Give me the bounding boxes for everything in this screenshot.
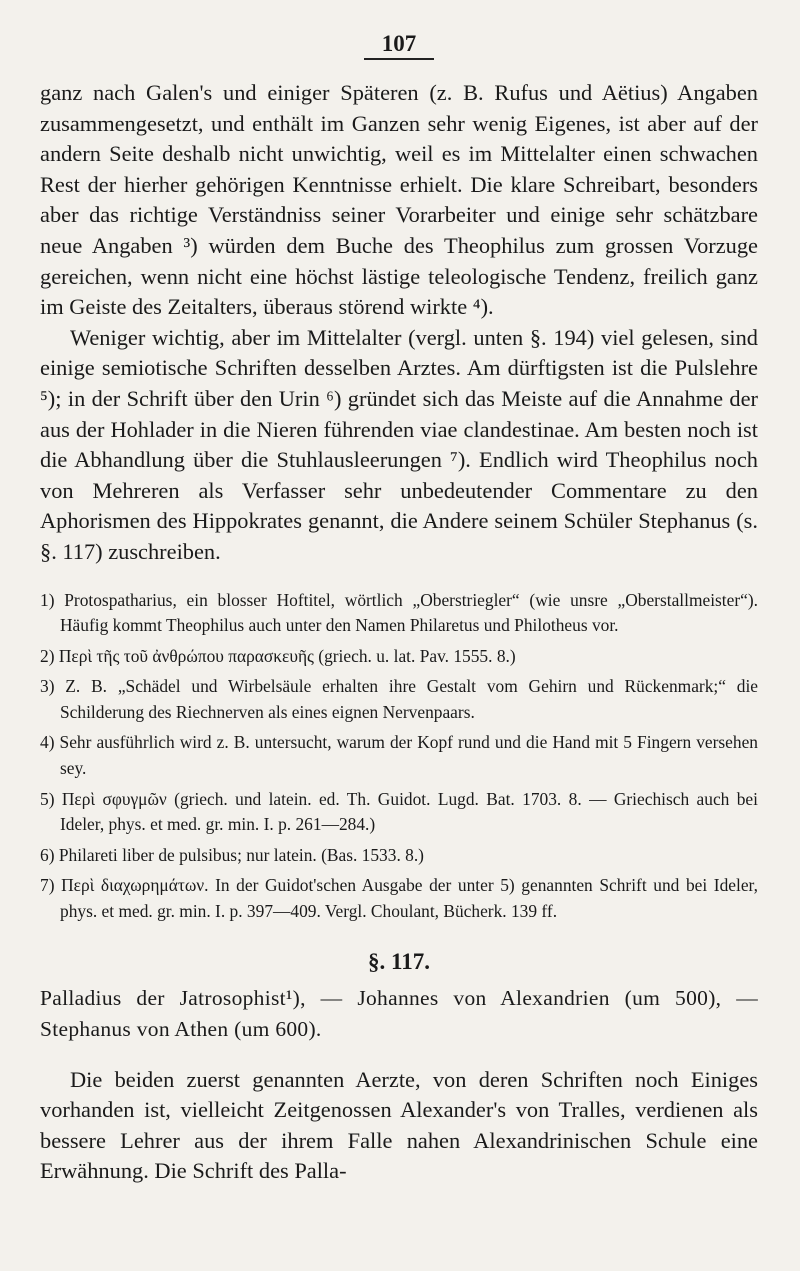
section-paragraph: Die beiden zuerst genannten Aerzte, von deren Schriften noch Einiges vorhanden ist, vielleicht Zeitgenossen Alexander's von Tralles, verdienen als bessere Lehrer aus der ihrem Falle nahen Alexandrinischen Schule eine Erwähnung. Die Schrift des Palla- (40, 1066, 758, 1184)
footnote-3: 3) Z. B. „Schädel und Wirbelsäule erhalten ihre Gestalt vom Gehirn und Rückenmark;“ die Schilderung des Riechnerven als eines eignen Nervenpaars. (40, 676, 758, 722)
footnote-1: 1) Protospatharius, ein blosser Hoftitel, wörtlich „Oberstriegler“ (wie unsre „Oberstallmeister“). Häufig kommt Theophilus auch unter den Namen Philaretus und Philotheus vor. (40, 589, 758, 636)
footnote-7: 7) Περὶ διαχωρημάτων. In der Guidot'schen Ausgabe der unter 5) genannten Schrift und bei Ideler, phys. et med. gr. min. I. p. 397—409. Vergl. Choulant, Bücherk. 139 ff. (40, 875, 758, 922)
section-subtitle: Palladius der Jatrosophist¹), — Johannes von Alexandrien (um 500), — Stephanus von Athen (um 600). (40, 985, 758, 1041)
section-title: §. 117. (368, 948, 430, 974)
footnotes (40, 588, 758, 925)
paragraph-1: ganz nach Galen's und einiger Späteren (z. B. Rufus und Aëtius) Angaben zusammengesetzt, und enthält im Ganzen sehr wenig Eigenes, ist aber auf der andern Seite deshalb nicht unwichtig, weil es im Mittelalter einen schwachen Rest der hierher gehörigen Kenntnisse erhielt. Die klare Schreibart, besonders aber das richtige Verständniss seiner Vorarbeiter und einige sehr schätzbare neue Angaben ³) würden dem Buche des Theophilus zum grossen Vorzuge gereichen, wenn nicht eine höchst lästige teleologische Tendenz, freilich ganz im Geiste des Zeitalters, überaus störend wirkte ⁴). (40, 80, 758, 320)
footnote-5: 5) Περὶ σφυγμῶν (griech. und latein. ed. Th. Guidot. Lugd. Bat. 1703. 8. — Griechisch auch bei Ideler, phys. et med. gr. min. I. p. 261—284.) (40, 788, 758, 835)
paragraph-2: Weniger wichtig, aber im Mittelalter (vergl. unten §. 194) viel gelesen, sind einige semiotische Schriften desselben Arztes. Am dürftigsten ist die Pulslehre ⁵); in der Schrift über den Urin ⁶) gründet sich das Meiste auf die Annahme der aus der Hohlader in die Nieren führenden viae clandestinae. Am besten noch ist die Abhandlung über die Stuhlausleerungen ⁷). Endlich wird Theophilus noch von Mehreren als Verfasser sehr unbedeutender Commentare zu den Aphorismen des Hippokrates genannt, die Andere seinem Schüler Stephanus (s. §. 117) zuschreiben. (40, 324, 758, 564)
main-text (40, 78, 758, 568)
footnote-4: 4) Sehr ausführlich wird z. B. untersucht, warum der Kopf rund und die Hand mit 5 Fingern versehen sey. (40, 732, 758, 779)
page-number: 107 (364, 30, 434, 60)
footnote-2: 2) Περὶ τῆς τοῦ ἀνθρώπου παρασκευῆς (griech. u. lat. Pav. 1555. 8.) (40, 645, 516, 666)
footnote-6: 6) Philareti liber de pulsibus; nur latein. (Bas. 1533. 8.) (40, 844, 424, 865)
